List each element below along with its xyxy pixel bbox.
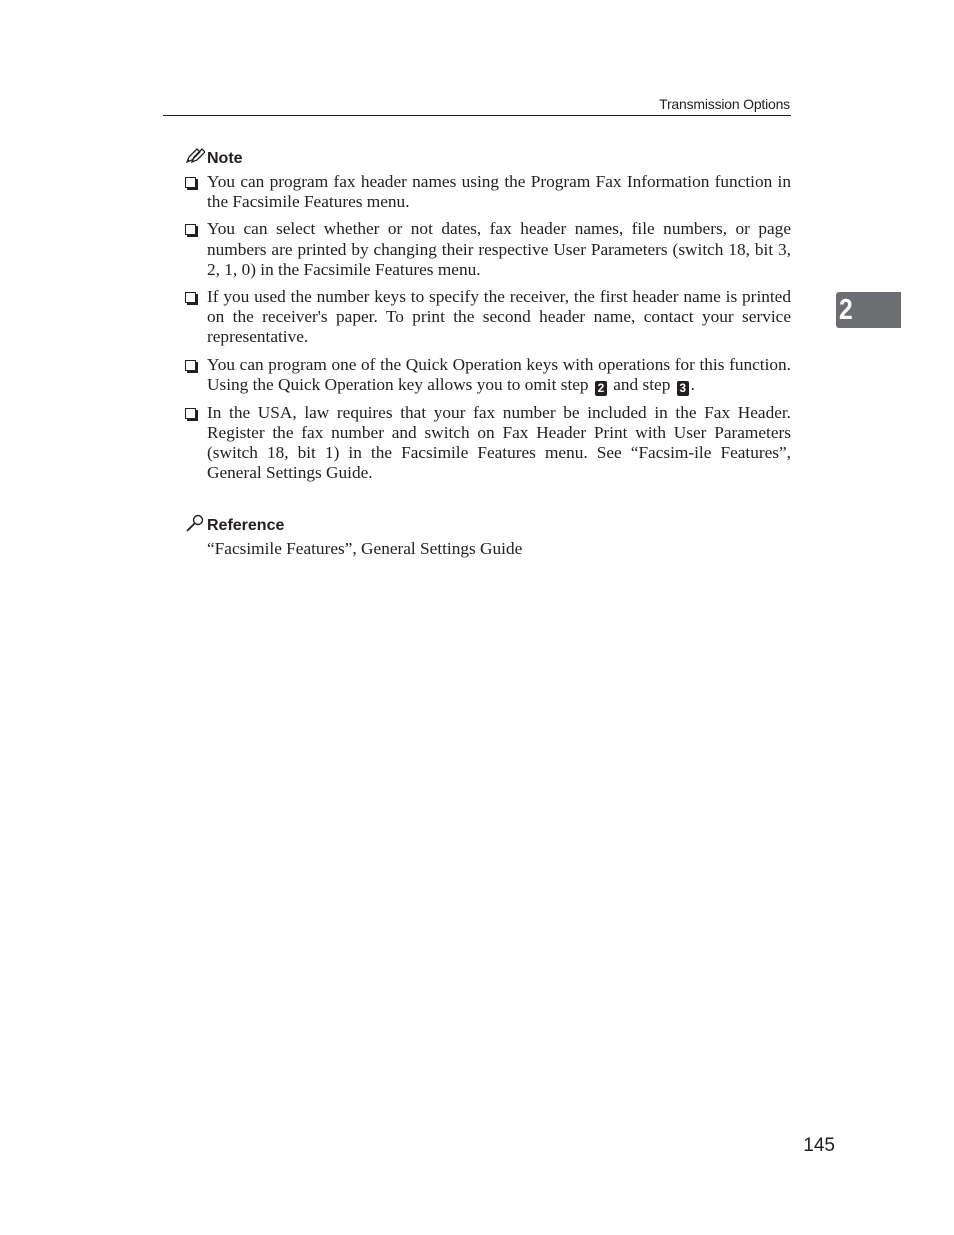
note-heading: [185, 148, 243, 169]
page-number: 145: [803, 1135, 835, 1156]
checkbox-bullet-icon: [185, 177, 196, 188]
list-item-text: You can program fax header names using the Program Fax Information function in the Facsimile Features menu.: [207, 172, 791, 212]
list-item: [185, 355, 791, 396]
header-rule: [163, 115, 791, 116]
list-item: [185, 287, 791, 348]
list-item: [185, 172, 791, 212]
checkbox-bullet-icon: [185, 360, 196, 371]
chapter-number: 2: [839, 294, 853, 326]
pencil-icon: [185, 148, 207, 169]
list-item-text: In the USA, law requires that your fax number be included in the Fax Header. Register the fax number and switch on Fax Header Print with User Parameters (switch 18, bit 1) in the Facsimile Features menu. See “Facsim-ile Features”, General Settings Guide.: [207, 402, 791, 483]
checkbox-bullet-icon: [185, 292, 196, 303]
list-item: [185, 219, 791, 280]
step-3-icon: 3: [677, 381, 689, 396]
magnifier-icon: [185, 514, 207, 537]
running-header: Transmission Options: [659, 96, 790, 112]
list-item: [185, 403, 791, 484]
note-label: Note: [207, 149, 243, 167]
text-segment: .: [690, 374, 695, 394]
reference-heading: [185, 514, 284, 537]
text-segment: You can program one of the Quick Operation keys with operations for this function. Using the Quick Operation key allows you to omit step: [207, 354, 791, 394]
list-item-text: [207, 355, 791, 396]
checkbox-bullet-icon: [185, 224, 196, 235]
list-item-text: If you used the number keys to specify the receiver, the first header name is printed on the receiver's paper. To print the second header name, contact your service representative.: [207, 287, 791, 347]
chapter-tab: [836, 292, 901, 328]
reference-text: “Facsimile Features”, General Settings Guide: [207, 539, 523, 558]
text-segment: and step: [613, 374, 671, 394]
list-item-text: You can select whether or not dates, fax header names, file numbers, or page numbers are printed by changing their respective User Parameters (switch 18, bit 3, 2, 1, 0) in the Facsimile Features menu.: [207, 219, 791, 279]
note-list: [185, 172, 791, 491]
step-2-icon: 2: [595, 381, 607, 396]
reference-label: Reference: [207, 516, 285, 534]
checkbox-bullet-icon: [185, 408, 196, 419]
